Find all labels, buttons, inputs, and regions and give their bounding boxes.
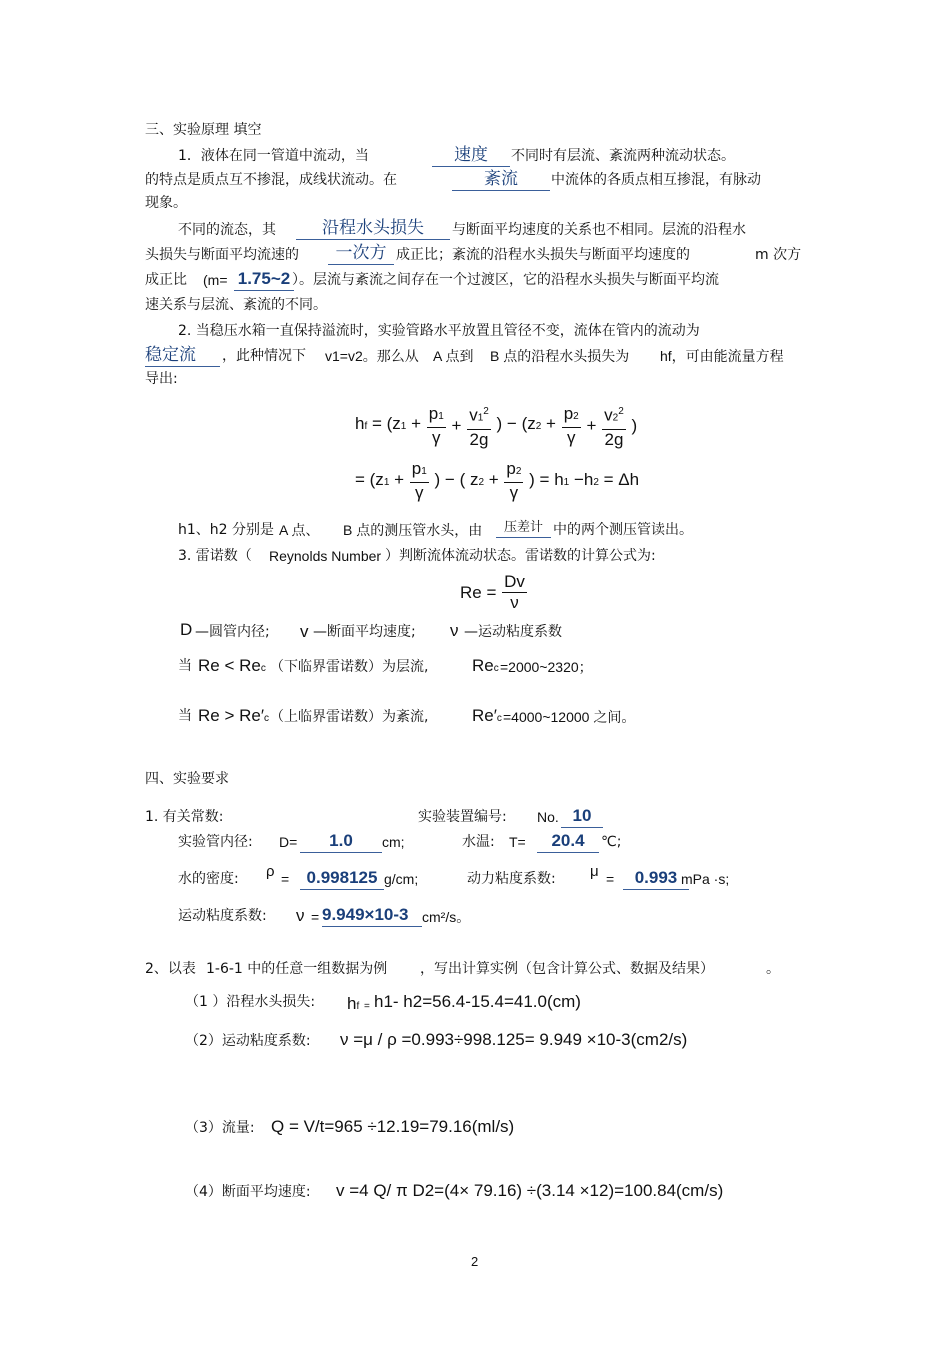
kinematic-value: 9.949×10-3 — [322, 904, 422, 927]
blank-head-loss: 沿程水头损失 — [296, 217, 450, 240]
kinematic-eq: = — [311, 909, 320, 925]
item1-label: 1. 有关常数: — [145, 809, 224, 825]
p1-text-d: 中流体的各质点相互掺混，有脉动 — [551, 172, 761, 188]
section3-heading: 三、实验原理 填空 — [145, 122, 262, 138]
viscosity-label: 动力粘度系数: — [467, 871, 556, 887]
temp-label: 水温: — [462, 834, 495, 850]
density-label: 水的密度: — [178, 871, 239, 887]
reynolds-formula: Re = $\frac{Dv}{\nu}$ — [460, 572, 525, 612]
turbulent-text: （上临界雷诺数）为紊流, — [270, 709, 429, 725]
reynolds-intro-a: 3. 雷诺数（ — [178, 548, 252, 564]
density-unit: g/cm; — [384, 871, 419, 887]
p2-text-e: m 次方 — [755, 247, 802, 263]
viscosity-symbol: μ — [590, 863, 599, 880]
equation-energy-1: hf = (z1 + $\frac{p1}{\gamma}$ + $\frac{v1^2}{2g}$ ) − (z2 + $\frac{p2}{\gamma}$ + $\frac{v2^2}{2g}$ ) — [355, 403, 638, 449]
p2-text-d: 成正比；紊流的沿程水头损失与断面平均速度的 — [396, 247, 690, 263]
p2-text-a: 不同的流态，其 — [178, 222, 276, 238]
blank-m-range: 1.75~2 — [234, 268, 294, 291]
p3-text-c: v1=v2。那么从 — [325, 348, 419, 364]
def-nu-text: —运动粘度系数 — [464, 624, 562, 640]
page-number: 2 — [471, 1254, 479, 1269]
def-nu-symbol: ν — [450, 621, 459, 640]
calc2-expression: ν =μ / ρ =0.993÷998.125= 9.949 ×10-3(cm2/s) — [340, 1030, 688, 1049]
reynolds-intro-c: ）判断流体流动状态。雷诺数的计算公式为: — [385, 548, 656, 564]
item2-c: ，写出计算实例（包含计算公式、数据及结果） — [420, 961, 714, 977]
blank-velocity: 速度 — [432, 144, 510, 167]
device-value: 10 — [561, 805, 603, 828]
temp-value: 20.4 — [537, 830, 599, 853]
temp-eq: T= — [509, 834, 526, 850]
kinematic-unit: cm²/s。 — [422, 909, 471, 925]
turbulent-condition: Re > Re′c — [198, 706, 270, 725]
h-line-c: B 点的测压管水头，由 — [343, 522, 483, 538]
temp-unit: ℃; — [601, 834, 622, 850]
p3-text-d: A 点到 — [433, 348, 474, 364]
h-line-d: 中的两个测压管读出。 — [553, 522, 693, 538]
p3-text-e: B 点的沿程水头损失为 — [490, 348, 630, 364]
calc1-expression: h1- h2=56.4-15.4=41.0(cm) — [374, 992, 581, 1011]
reynolds-intro-b: Reynolds Number — [269, 548, 382, 564]
def-v-text: —断面平均速度; — [313, 624, 416, 640]
p3-text-f: hf，可由能流量方程 — [660, 348, 784, 364]
item2-a: 2、以表 — [145, 961, 196, 977]
h-line-b: A 点、 — [279, 522, 320, 538]
density-eq: = — [281, 871, 290, 887]
viscosity-unit: mPa ·s; — [681, 871, 730, 887]
calc4-label: （4）断面平均速度: — [185, 1184, 311, 1200]
calc3-label: （3）流量: — [185, 1120, 255, 1136]
def-v-symbol: v — [300, 622, 309, 641]
p1-text-b: 不同时有层流、紊流两种流动状态。 — [511, 148, 735, 164]
device-label: 实验装置编号: — [418, 809, 507, 825]
calc1-label: （1 ）沿程水头损失: — [185, 994, 316, 1010]
laminar-re-symbol: Rec — [472, 656, 499, 675]
turbulent-when: 当 — [178, 708, 192, 724]
p2-text-i: 速关系与层流、紊流的不同。 — [145, 297, 327, 313]
diameter-value: 1.0 — [300, 830, 382, 853]
p2-text-b: 与断面平均速度的关系也不相同。层流的沿程水 — [452, 222, 746, 238]
p3-text-a: 2. 当稳压水箱一直保持溢流时，实验管路水平放置且管径不变，流体在管内的流动为 — [178, 323, 700, 339]
calc4-expression: v =4 Q/ π D2=(4× 79.16) ÷(3.14 ×12)=100.84(cm/s) — [336, 1181, 724, 1200]
diameter-unit: cm; — [382, 834, 405, 850]
laminar-range: =2000~2320； — [500, 659, 593, 675]
turbulent-re-symbol: Re′c — [472, 706, 502, 725]
p3-text-b: ，此种情况下 — [222, 348, 306, 364]
blank-turbulent: 紊流 — [452, 168, 550, 191]
density-value: 0.998125 — [300, 867, 384, 890]
kinematic-symbol: ν — [296, 906, 305, 925]
calc3-expression: Q = V/t=965 ÷12.19=79.16(ml/s) — [271, 1117, 515, 1136]
equation-energy-2: = (z1 + $\frac{p1}{\gamma}$ ) − ( z2 + $\frac{p2}{\gamma}$ ) = h1 −h2 = Δh — [355, 459, 640, 502]
kinematic-label: 运动粘度系数: — [178, 908, 267, 924]
def-D-symbol: D — [180, 620, 193, 639]
laminar-text: （下临界雷诺数）为层流, — [270, 659, 429, 675]
p2-text-c: 头损失与断面平均流速的 — [145, 247, 299, 263]
turbulent-range: =4000~12000 之间。 — [503, 709, 636, 725]
calc2-label: （2）运动粘度系数: — [185, 1033, 311, 1049]
h-line-a: h1、h2 分别是 — [178, 522, 275, 538]
laminar-condition: Re < Rec — [198, 656, 266, 675]
p1-text-a: 1．液体在同一管道中流动，当 — [178, 148, 369, 164]
calc1-hf: hf = — [347, 994, 370, 1013]
laminar-when: 当 — [178, 658, 192, 674]
item2-b: 1-6-1 中的任意一组数据为例 — [206, 961, 388, 977]
item2-d: 。 — [766, 961, 780, 977]
viscosity-value: 0.993 — [623, 867, 689, 890]
p2-text-f: 成正比 — [145, 272, 187, 288]
blank-first-power: 一次方 — [328, 242, 394, 265]
diameter-eq: D= — [279, 834, 298, 850]
density-symbol: ρ — [266, 863, 275, 880]
section4-heading: 四、实验要求 — [145, 771, 229, 787]
p2-text-g: (m= — [203, 272, 228, 288]
def-D-text: —圆管内径; — [195, 624, 270, 640]
p3-text-g: 导出: — [145, 371, 178, 387]
p1-text-e: 现象。 — [145, 195, 187, 211]
p1-text-c: 的特点是质点互不掺混，成线状流动。在 — [145, 172, 397, 188]
p2-text-h: ）。层流与紊流之间存在一个过渡区，它的沿程水头损失与断面平均流 — [292, 272, 719, 288]
device-no: No. — [537, 809, 559, 825]
diameter-label: 实验管内径: — [178, 834, 253, 850]
blank-steady-flow: 稳定流 — [145, 344, 220, 367]
blank-manometer: 压差计 — [496, 519, 551, 538]
viscosity-eq: = — [606, 871, 615, 887]
